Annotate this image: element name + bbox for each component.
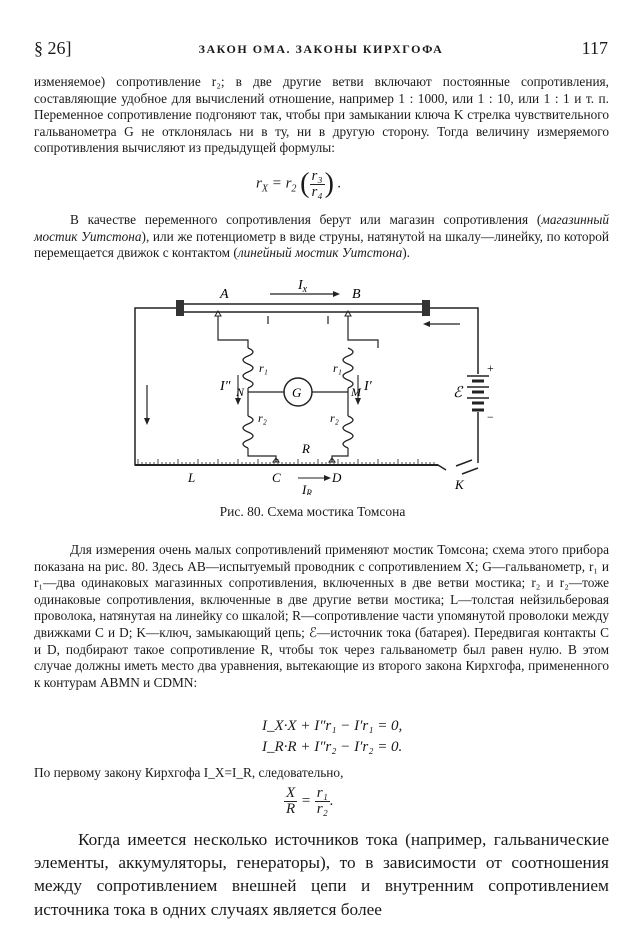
resistor-r2-right [343, 416, 353, 448]
resistor-r1-right [343, 348, 353, 388]
label-m: M [351, 385, 361, 399]
running-title: ЗАКОН ОМА. ЗАКОНЫ КИРХГОФА [198, 42, 444, 56]
para4-text: По первому закону Кирхгофа I_X=I_R, следовательно, [34, 765, 344, 780]
paragraph-1 [34, 74, 609, 157]
label-g: G [292, 385, 302, 400]
paragraph-5 [34, 828, 609, 921]
label-ix: $I_x$ [298, 280, 308, 295]
equation-2: I_R·R + I″r₂ − I′r₂ = 0. [262, 739, 403, 755]
label-n: N [236, 385, 245, 399]
label-r2-right: r₂ [330, 411, 339, 425]
label-r1-left: r₁ [259, 361, 268, 375]
page-header [34, 38, 608, 62]
page-number: 117 [581, 38, 608, 58]
label-r: R [302, 441, 310, 456]
label-plus: + [487, 361, 494, 375]
equation-1: I_X·X + I″r₁ − I′r₁ = 0, [262, 718, 403, 734]
kirchhoff-equations [262, 716, 402, 758]
thomson-bridge-figure [120, 280, 515, 495]
fraction-r3-r4: $\frac{\text{r₃}}{\text{r₄}}$ [311, 167, 323, 200]
label-emf: ℰ [453, 385, 463, 401]
label-b: B [352, 287, 361, 302]
para3-text: Для измерения очень малых сопротивлений применяют мостик Томсона; схема этого прибора показана на рис. 80. Здесь AB—испытуемый проводник с сопротивлением X; G—гальванометр, r₁ и r₁—два одинаковых магазинных сопротивления, включенных в две ветви мостика; r₂ и r₂—тоже одинаковые сопротивления, включенные в две другие ветви мостика; L—толстая нейзильберовая проволока, натянутая на линейку со шкалой; R—сопротивление части упомянутой проволоки между движками C и D; K—ключ, замыкающий цепь; ℰ—источник тока (батарея). Передвигая контакты C и D, подбирают такое сопротивление R, чтобы ток через гальванометр был равен нулю. В этом случае должны иметь место два уравнения, вытекающие из второго закона Кирхгофа, примененного к контурам ABMN и CDMN: [34, 542, 609, 690]
paragraph-3 [34, 542, 609, 691]
clamp-right [422, 300, 430, 316]
label-r2-left: r₂ [258, 411, 267, 425]
resistor-r1-left [243, 348, 253, 388]
label-i-double-prime: I″ [220, 379, 231, 394]
label-c: C [272, 470, 281, 485]
formula-ratio: $\frac{X}{R}$ = $\frac{\text{r₁}}{\text{r₂}}$ . [286, 785, 334, 817]
label-d: D [332, 470, 342, 485]
label-ir: IR [302, 482, 312, 495]
resistor-r2-left [243, 416, 253, 448]
label-a: A [220, 287, 229, 302]
clamp-left [176, 300, 184, 316]
term-wheatstone-linear: линейный мостик Уитстона [237, 245, 403, 261]
conductor-ab [180, 304, 426, 312]
section-number: § 26] [34, 38, 72, 58]
label-k: K [455, 477, 464, 492]
label-minus: − [487, 410, 494, 424]
formula-rx: $r_X = r_2$ ( $\frac{\text{r₃}}{\text{r₄}}$ ) . [256, 167, 342, 200]
paragraph-2: В качестве переменного сопротивления берут или магазин сопротивления (магазинный мостик Уитстона), или же потенциометр в виде струны, натянутой на шкалу—линейку, по которой перемещается движок с контактом (линейный мостик Уитстона). [34, 212, 609, 261]
paragraph-4 [34, 765, 609, 782]
para5-text: Когда имеется несколько источников тока (например, гальванические элементы, аккумуляторы, генераторы), то в зависимости от соотношения между сопротивлением внешней цепи и внутренним сопротивлением источника тока в одних случаях является более [34, 830, 609, 919]
label-l: L [188, 470, 196, 485]
label-r1-right: r₁ [333, 361, 342, 375]
figure-caption: Рис. 80. Схема мостика Томсона [219, 504, 406, 519]
para1-text: изменяемое) сопротивление r₂; в две другие ветви включают постоянные сопротивления, составляющие удобное для вычислений отношение, например 1 : 1000, или 1 : 10, или 1 : 1 и т. п. Переменное сопротивление подгоняют так, чтобы при замыкании ключа K стрелка чувствительного гальванометра G не отклонялась ни в ту, ни в другую сторону. Тогда величину измеряемого сопротивления вычисляют из предыдущей формулы: [34, 74, 609, 156]
label-i-prime: I′ [364, 379, 372, 394]
term-wheatstone-box: магазинный мостик Уитстона [34, 212, 609, 244]
